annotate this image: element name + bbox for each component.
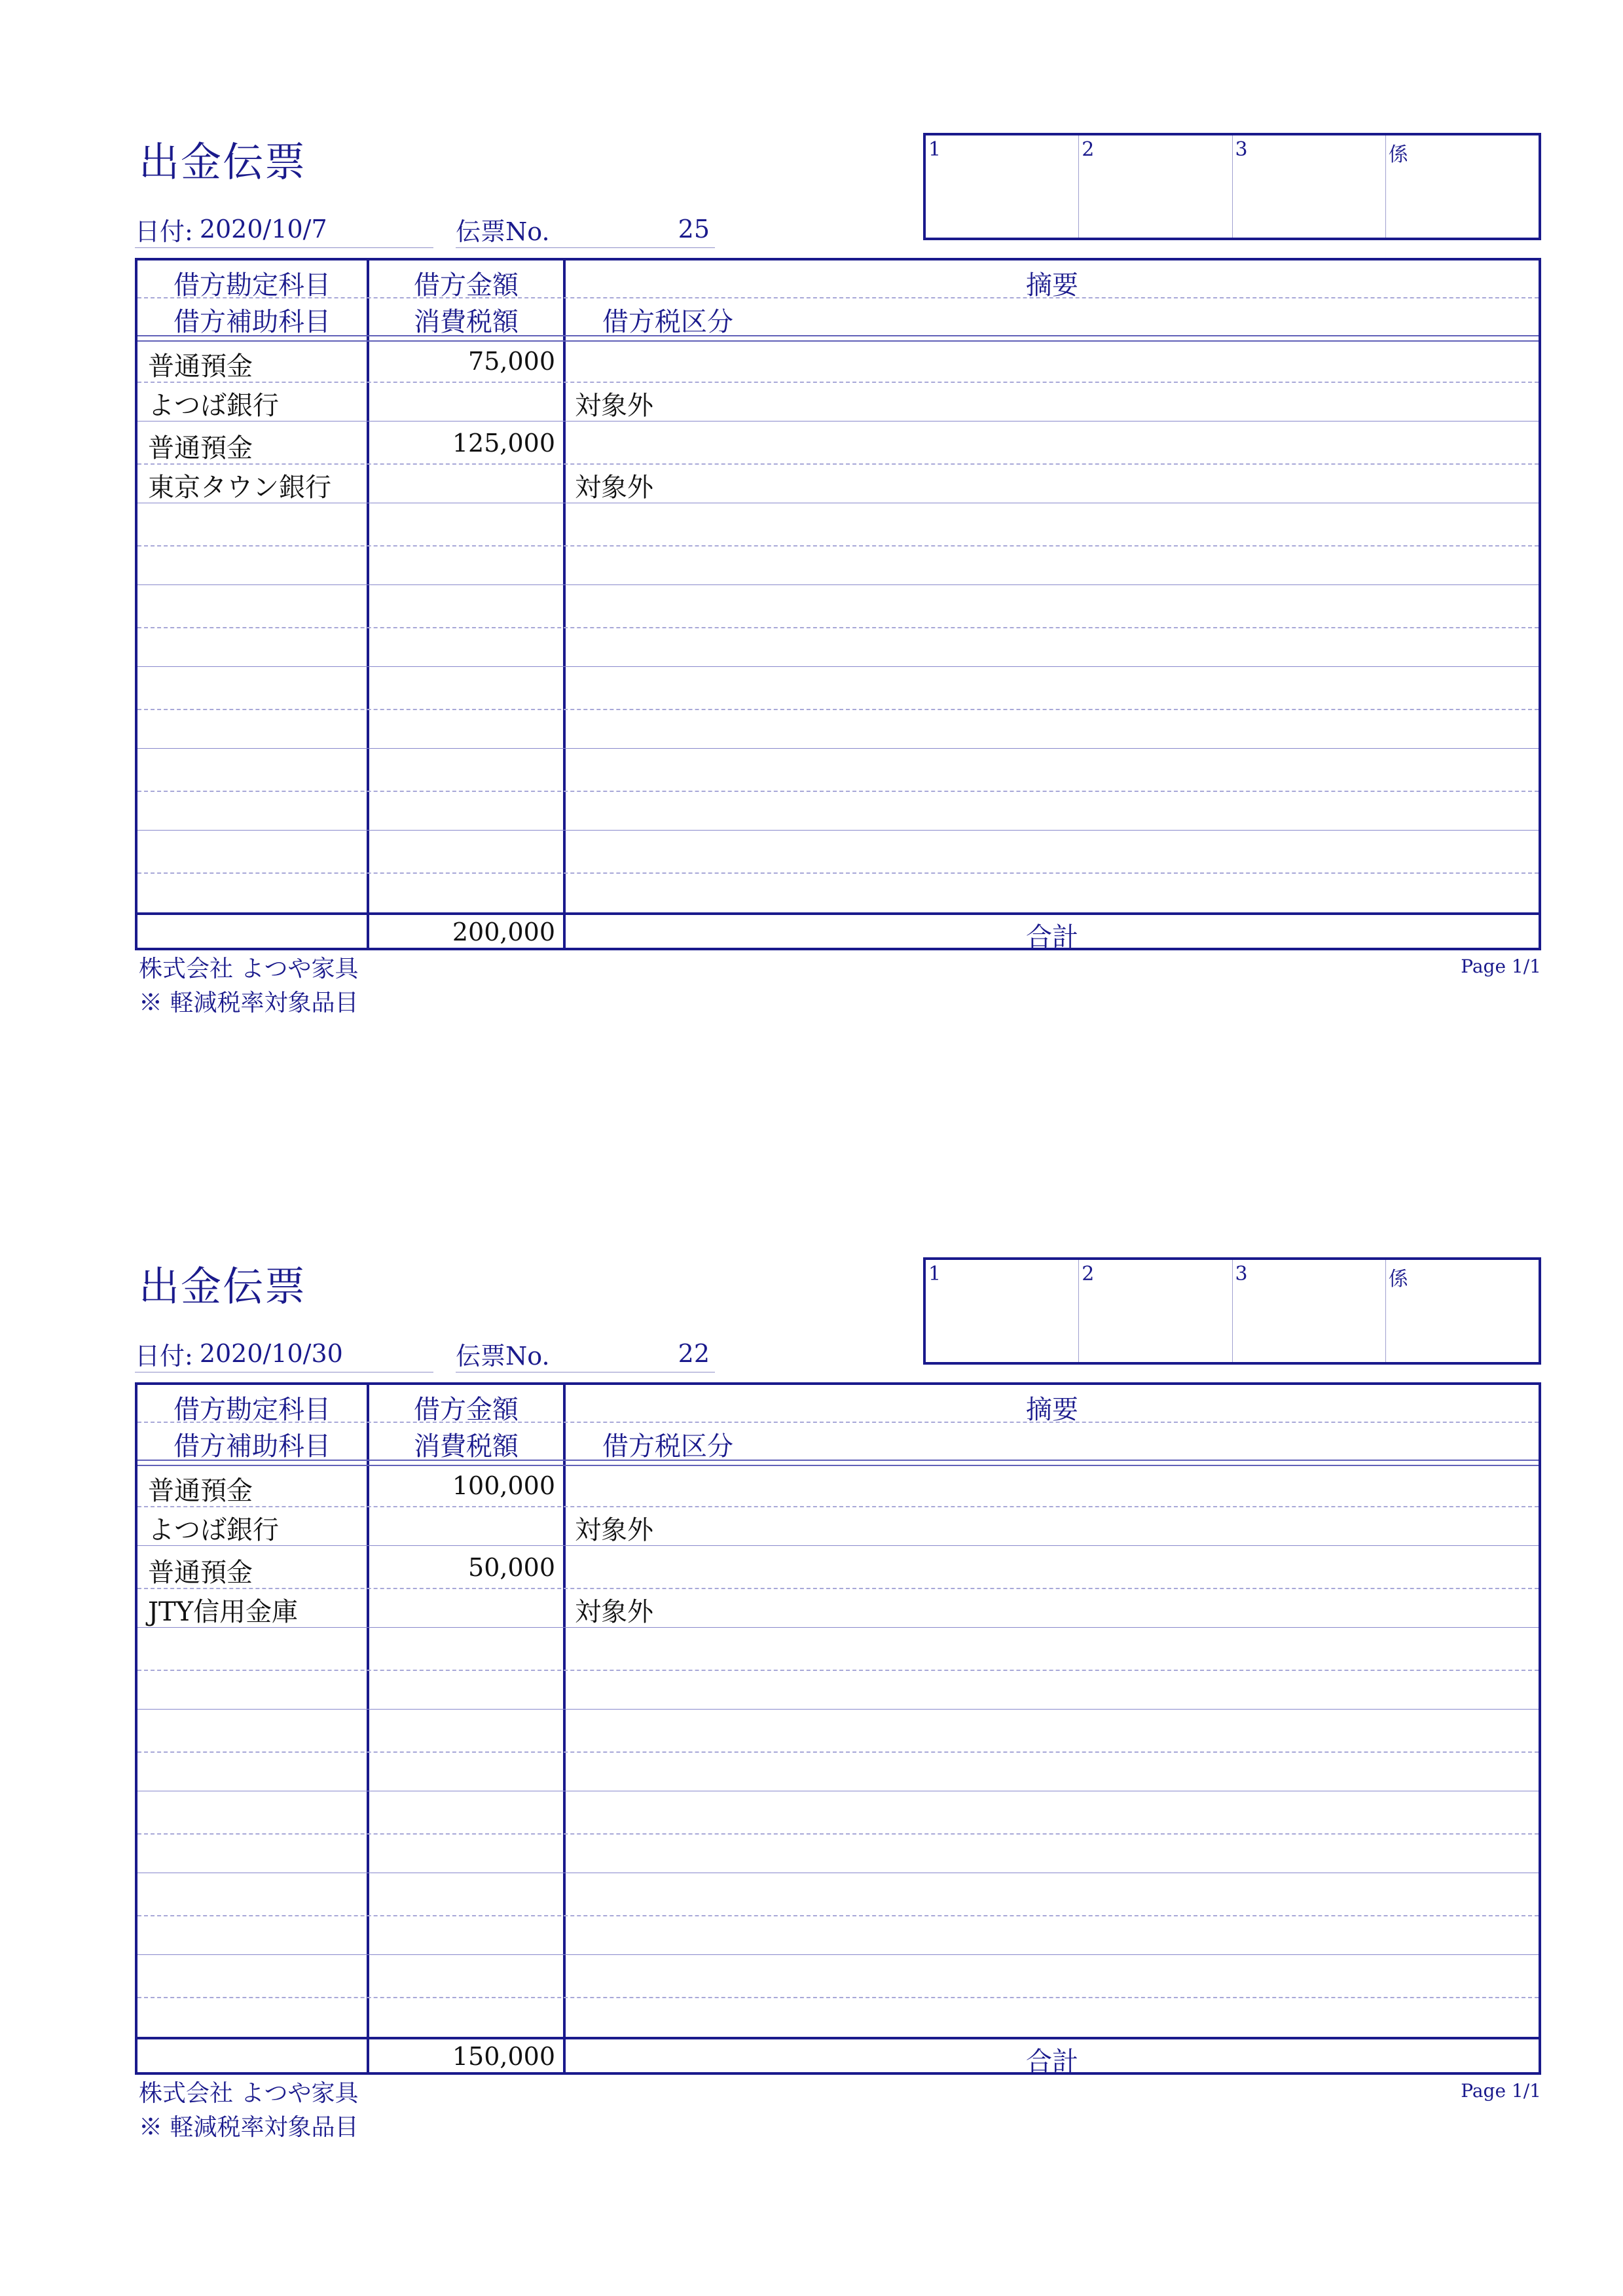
voucher-number-label: 伝票No. bbox=[456, 217, 550, 246]
date-field[interactable] bbox=[135, 1335, 433, 1372]
row-account[interactable]: 普通預金 bbox=[148, 1476, 253, 1506]
date-label: 日付: bbox=[135, 1341, 193, 1371]
row-account[interactable]: 普通預金 bbox=[148, 351, 253, 382]
row-tax-class[interactable]: 対象外 bbox=[575, 391, 653, 421]
row-sub-account[interactable]: よつば銀行 bbox=[148, 1515, 279, 1545]
header-sub-account: 借方補助科目 bbox=[173, 307, 331, 337]
row-tax-class[interactable]: 対象外 bbox=[575, 1515, 653, 1545]
voucher-number-field[interactable] bbox=[456, 1335, 715, 1372]
approval-cell-3[interactable]: 3 bbox=[1233, 135, 1386, 238]
reduced-tax-note: ※ 軽減税率対象品目 bbox=[139, 2114, 359, 2141]
approval-cell-1[interactable]: 1 bbox=[926, 135, 1079, 238]
entry-table bbox=[135, 1382, 1541, 2075]
voucher-title: 出金伝票 bbox=[139, 1263, 307, 1310]
company-name: 株式会社 よつや家具 bbox=[139, 956, 359, 982]
total-amount: 150,000 bbox=[452, 2042, 555, 2071]
total-label: 合計 bbox=[1026, 922, 1078, 952]
approval-cell-staff[interactable]: 係 bbox=[1388, 1268, 1408, 1291]
header-amount: 借方金額 bbox=[414, 1395, 519, 1425]
row-sub-account[interactable]: 東京タウン銀行 bbox=[148, 473, 331, 503]
approval-stamp-box bbox=[923, 1257, 1541, 1365]
voucher-slip-2 bbox=[0, 1124, 1623, 2250]
row-tax-class[interactable]: 対象外 bbox=[575, 473, 653, 503]
approval-cell-2[interactable]: 2 bbox=[1079, 1260, 1232, 1362]
header-summary: 摘要 bbox=[1026, 270, 1078, 300]
approval-cell-1[interactable]: 1 bbox=[926, 1260, 1079, 1362]
header-account: 借方勘定科目 bbox=[173, 270, 331, 300]
row-amount[interactable]: 75,000 bbox=[468, 347, 555, 376]
voucher-number-value: 25 bbox=[678, 215, 710, 243]
company-name: 株式会社 よつや家具 bbox=[139, 2080, 359, 2107]
header-tax-class: 借方税区分 bbox=[602, 1431, 733, 1462]
column-divider bbox=[563, 260, 566, 948]
row-sub-account[interactable]: よつば銀行 bbox=[148, 391, 279, 421]
total-amount: 200,000 bbox=[452, 918, 555, 946]
row-tax-class[interactable]: 対象外 bbox=[575, 1597, 653, 1627]
row-account[interactable]: 普通預金 bbox=[148, 1558, 253, 1588]
header-tax: 消費税額 bbox=[414, 307, 519, 337]
row-sub-account[interactable]: JTY信用金庫 bbox=[148, 1597, 299, 1627]
voucher-number-label: 伝票No. bbox=[456, 1341, 550, 1371]
approval-cell-3[interactable]: 3 bbox=[1233, 1260, 1386, 1362]
column-divider bbox=[563, 1385, 566, 2072]
row-amount[interactable]: 50,000 bbox=[468, 1553, 555, 1582]
approval-cell-2[interactable]: 2 bbox=[1079, 135, 1232, 238]
header-tax-class: 借方税区分 bbox=[602, 307, 733, 337]
row-amount[interactable]: 125,000 bbox=[452, 429, 555, 457]
row-account[interactable]: 普通預金 bbox=[148, 433, 253, 463]
entry-table bbox=[135, 258, 1541, 950]
date-label: 日付: bbox=[135, 217, 193, 246]
header-tax: 消費税額 bbox=[414, 1431, 519, 1462]
header-summary: 摘要 bbox=[1026, 1395, 1078, 1425]
voucher-number-field[interactable] bbox=[456, 211, 715, 248]
total-label: 合計 bbox=[1026, 2047, 1078, 2077]
date-value: 2020/10/7 bbox=[199, 215, 327, 243]
approval-stamp-box bbox=[923, 133, 1541, 240]
header-amount: 借方金額 bbox=[414, 270, 519, 300]
page-indicator: Page 1/1 bbox=[1461, 956, 1541, 977]
voucher-slip-1 bbox=[0, 0, 1623, 1126]
date-field[interactable] bbox=[135, 211, 433, 248]
voucher-title: 出金伝票 bbox=[139, 138, 307, 186]
approval-cell-staff[interactable]: 係 bbox=[1388, 143, 1408, 166]
date-value: 2020/10/30 bbox=[199, 1339, 343, 1368]
page-indicator: Page 1/1 bbox=[1461, 2080, 1541, 2102]
voucher-number-value: 22 bbox=[678, 1339, 710, 1368]
header-sub-account: 借方補助科目 bbox=[173, 1431, 331, 1462]
header-account: 借方勘定科目 bbox=[173, 1395, 331, 1425]
row-amount[interactable]: 100,000 bbox=[452, 1471, 555, 1500]
reduced-tax-note: ※ 軽減税率対象品目 bbox=[139, 990, 359, 1016]
